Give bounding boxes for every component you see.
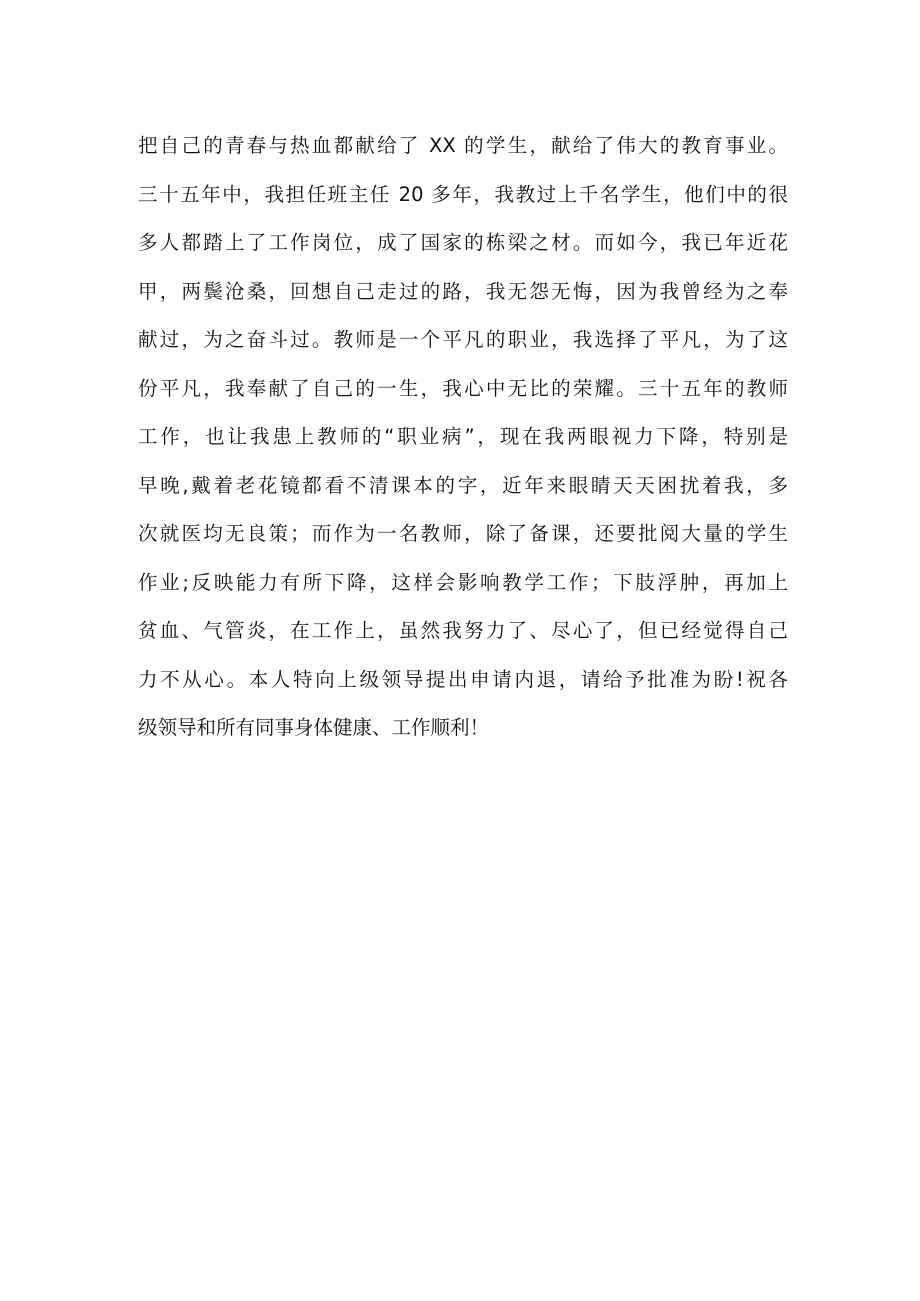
text-line-6: 份平凡，我奉献了自己的一生，我心中无比的荣耀。三十五年的教师	[138, 376, 788, 400]
text-line-13: 级领导和所有同事身体健康、工作顺利！	[138, 716, 490, 739]
text-line-5: 献过，为之奋斗过。教师是一个平凡的职业，我选择了平凡，为了这	[138, 328, 788, 351]
text-line-4: 甲，两鬓沧桑，回想自己走过的路，我无怨无悔，因为我曾经为之奉	[138, 279, 788, 303]
text-line-10: 作业;反映能力有所下降，这样会影响教学工作；下肢浮肿，再加上	[138, 570, 788, 594]
text-line-8: 早晚,戴着老花镜都看不清课本的字，近年来眼睛天天困扰着我，多	[138, 473, 788, 497]
body-paragraph	[138, 128, 788, 759]
text-line-2: 三十五年中，我担任班主任 20 多年，我教过上千名学生，他们中的很	[138, 182, 788, 206]
text-line-1: 把自己的青春与热血都献给了 XX 的学生，献给了伟大的教育事业。	[138, 134, 788, 157]
text-line-3: 多人都踏上了工作岗位，成了国家的栋梁之材。而如今，我已年近花	[138, 231, 788, 254]
text-line-7: 工作，也让我患上教师的“职业病”，现在我两眼视力下降，特别是	[138, 425, 788, 448]
text-line-9: 次就医均无良策；而作为一名教师，除了备课，还要批阅大量的学生	[138, 522, 788, 545]
text-line-12: 力不从心。本人特向上级领导提出申请内退，请给予批准为盼!祝各	[138, 667, 788, 691]
text-line-11: 贫血、气管炎，在工作上，虽然我努力了、尽心了，但已经觉得自己	[138, 619, 788, 642]
